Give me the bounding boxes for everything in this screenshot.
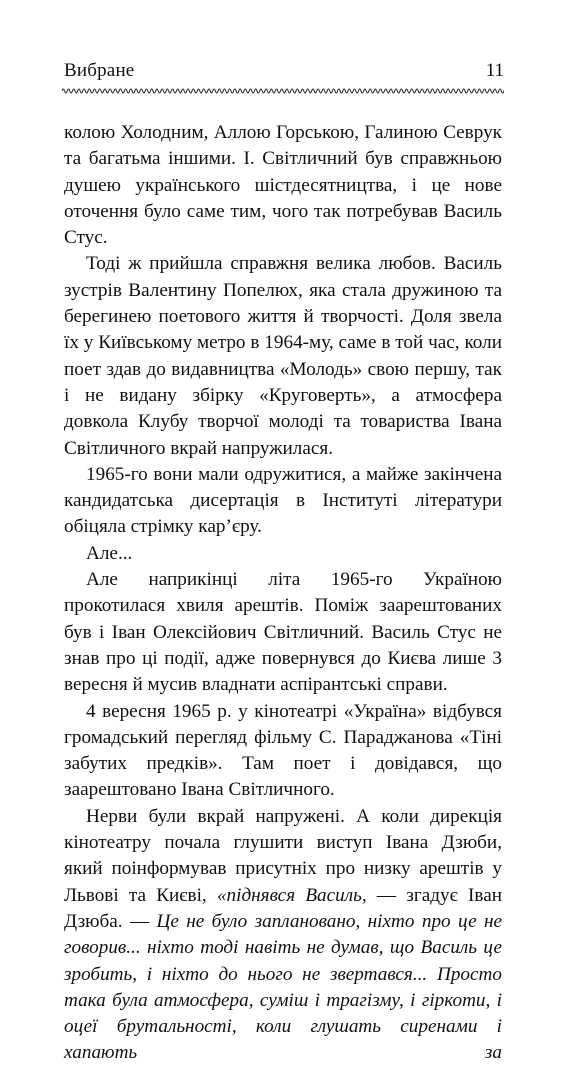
paragraph-continuation: колою Холодним, Аллою Горською, Галиною Севрук та багатьма іншими. І. Світличний був справжньою душею українського шістдесятництва, і це нове оточення було саме тим, чого так потребував Василь Стус. bbox=[64, 122, 502, 249]
running-header bbox=[64, 60, 504, 86]
quote-text: Це не було заплановано, ніхто про це не говорив... ніхто тоді навіть не думав, що Василь це зробить, і ніхто до нього не звертався... Просто така була атмосфера, суміш і трагізму, і гіркоти, і оцеї брутальності, коли глушать сиренами і хапають за bbox=[64, 910, 503, 1064]
paragraph: 4 вересня 1965 р. у кінотеатрі «Україна» відбувся громадський перегляд фільму С. Параджанова «Тіні забутих предків». Там поет і довідався, що заарештовано Івана Світличного. bbox=[64, 700, 502, 801]
wavy-rule-ornament bbox=[62, 86, 504, 96]
paragraph: Тоді ж прийшла справжня велика любов. Василь зустрів Валентину Попелюх, яка стала дружиною та берегинею поетового життя й творчості. Доля звела їх у Київському метро в 1964-му, саме в той час, коли поет здав до видавництва «Молодь» свою першу, так і не видану збірку «Круговерть», а атмосфера довкола Клубу творчої молоді та товариства Івана Світличного вкрай напружилася. bbox=[64, 253, 502, 459]
paragraph-text: Нерви були вкрай напружені. А коли дирекція кінотеатру почала глушити виступ Івана Дзюби, який поінформував присутніх про низку арештів у Львові та Києві, bbox=[64, 805, 502, 906]
paragraph: Але наприкінці літа 1965-го Україною прокотилася хвиля арештів. Поміж заарештованих був і Іван Олексійович Світличний. Василь Стус не знав про ці події, адже повернувся до Києва лише 3 вересня й мусив владнати аспірантські справи. bbox=[64, 569, 502, 696]
body-text bbox=[64, 120, 502, 1067]
paragraph: Але... bbox=[86, 542, 133, 564]
paragraph-with-quote bbox=[64, 804, 502, 1067]
page-number: 11 bbox=[485, 60, 504, 81]
attribution-text: — згадує Іван Дзюба. — bbox=[64, 884, 502, 932]
paragraph: 1965-го вони мали одружитися, а майже закінчена кандидатська дисертація в Інституті літератури обіцяла стрімку кар’єру. bbox=[64, 463, 502, 538]
quote-text: «піднявся Василь, bbox=[216, 884, 367, 906]
running-head-title: Вибране bbox=[64, 60, 135, 81]
